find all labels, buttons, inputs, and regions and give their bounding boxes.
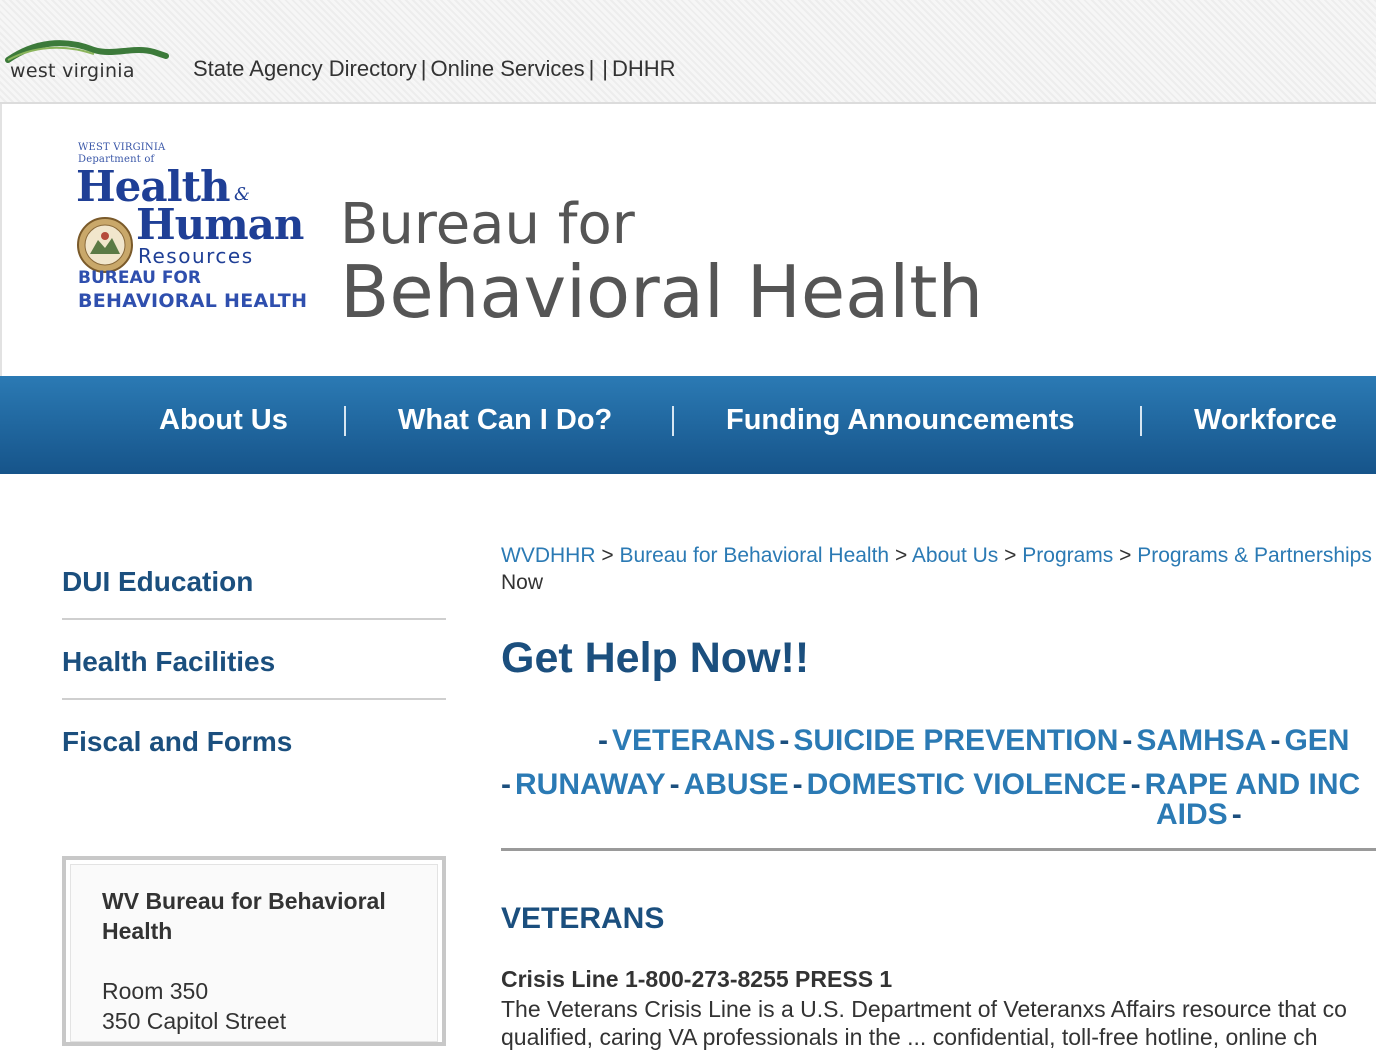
quick-links-row-3 — [1156, 798, 1246, 832]
quick-link-gen[interactable]: GEN — [1284, 724, 1350, 757]
link-dash: - — [1122, 724, 1133, 757]
breadcrumb-wvdhhr[interactable]: WVDHHR — [501, 544, 596, 567]
sidebar-divider — [62, 618, 446, 620]
breadcrumb-separator: > — [894, 544, 908, 567]
dhhr-logo-human: Human — [136, 200, 304, 249]
link-dash: - — [669, 768, 680, 801]
dhhr-logo-bureau-for: BUREAU FOR — [78, 268, 201, 288]
dhhr-logo-resources: Resources — [138, 244, 254, 268]
breadcrumb-separator: > — [601, 544, 614, 567]
utility-bar — [0, 0, 1376, 104]
site-title-line2: Behavioral Health — [340, 250, 984, 334]
breadcrumb-current: Now — [501, 571, 544, 594]
breadcrumb-programs[interactable]: Programs — [1022, 544, 1114, 567]
nav-what-can-i-do[interactable]: What Can I Do? — [398, 404, 613, 436]
quick-link-runaway[interactable]: RUNAWAY — [515, 768, 666, 801]
veterans-heading: VETERANS — [501, 902, 665, 935]
site-title-line1: Bureau for — [340, 192, 635, 257]
main-navigation — [0, 376, 1376, 474]
quick-link-aids[interactable]: AIDS — [1156, 798, 1228, 831]
quick-links-row-1 — [594, 724, 1349, 758]
site-header — [0, 104, 1376, 376]
sidebar-item-fiscal-and-forms[interactable]: Fiscal and Forms — [62, 726, 293, 757]
quick-link-veterans[interactable]: VETERANS — [612, 724, 776, 757]
utility-separator: | — [420, 56, 427, 81]
online-services-link[interactable]: Online Services — [430, 56, 585, 81]
link-dash: - — [1231, 798, 1242, 831]
quick-link-domestic-violence[interactable]: DOMESTIC VIOLENCE — [806, 768, 1127, 801]
nav-divider — [672, 406, 674, 436]
dhhr-logo-health: Health — [76, 162, 230, 211]
contact-org-name: WV Bureau for Behavioral Health — [102, 888, 386, 944]
nav-divider — [1140, 406, 1142, 436]
contact-street: 350 Capitol Street — [102, 1008, 287, 1034]
dhhr-logo-department: Department of — [78, 154, 155, 165]
dhhr-logo-behavioral-health: BEHAVIORAL HEALTH — [78, 290, 308, 312]
utility-separator: | — [588, 56, 595, 81]
dhhr-logo-state: WEST VIRGINIA — [78, 142, 166, 153]
utility-links — [193, 56, 676, 82]
quick-link-suicide-prevention[interactable]: SUICIDE PREVENTION — [793, 724, 1119, 757]
state-agency-directory-link[interactable]: State Agency Directory — [193, 56, 417, 81]
sidebar-divider — [62, 698, 446, 700]
link-dash: - — [1130, 768, 1141, 801]
contact-room: Room 350 — [102, 978, 209, 1004]
nav-workforce[interactable]: Workforce — [1194, 404, 1337, 436]
utility-separator: | — [602, 56, 609, 81]
west-virginia-logo-text: west virginia — [10, 60, 135, 82]
contact-address-box — [62, 856, 446, 1046]
nav-about-us[interactable]: About Us — [159, 404, 288, 436]
quick-link-rape-and-incest[interactable]: RAPE AND INC — [1144, 768, 1361, 801]
sidebar-item-health-facilities[interactable]: Health Facilities — [62, 646, 276, 677]
page-title: Get Help Now!! — [501, 634, 810, 682]
breadcrumb-separator: > — [1004, 544, 1017, 567]
breadcrumb-programs-partnerships[interactable]: Programs & Partnerships — [1137, 544, 1372, 567]
veterans-paragraph-line2: qualified, caring VA professionals in the ... confidential, toll-free hotline, online ch — [501, 1024, 1318, 1050]
west-virginia-logo[interactable] — [4, 36, 169, 92]
dhhr-logo[interactable] — [76, 142, 316, 322]
link-dash: - — [779, 724, 790, 757]
quick-link-abuse[interactable]: ABUSE — [683, 768, 789, 801]
sidebar-item-dui-education[interactable]: DUI Education — [62, 566, 254, 597]
dhhr-link[interactable]: DHHR — [612, 56, 676, 81]
link-dash: - — [501, 768, 511, 801]
veterans-crisis-line: Crisis Line 1-800-273-8255 PRESS 1 — [501, 966, 893, 992]
state-seal-icon — [76, 216, 134, 274]
veterans-paragraph-line1: The Veterans Crisis Line is a U.S. Department of Veteranxs Affairs resource that co — [501, 996, 1347, 1022]
dhhr-logo-amp: & — [234, 184, 251, 205]
breadcrumb-separator: > — [1119, 544, 1132, 567]
breadcrumb — [501, 541, 1372, 571]
section-divider — [501, 848, 1376, 851]
nav-funding-announcements[interactable]: Funding Announcements — [726, 404, 1075, 436]
nav-divider — [344, 406, 346, 436]
breadcrumb-about-us[interactable]: About Us — [911, 544, 999, 567]
link-dash: - — [1270, 724, 1281, 757]
link-dash: - — [792, 768, 803, 801]
quick-link-samhsa[interactable]: SAMHSA — [1136, 724, 1267, 757]
breadcrumb-bureau[interactable]: Bureau for Behavioral Health — [619, 544, 890, 567]
link-dash: - — [598, 724, 608, 757]
quick-links-row-2 — [497, 768, 1360, 802]
